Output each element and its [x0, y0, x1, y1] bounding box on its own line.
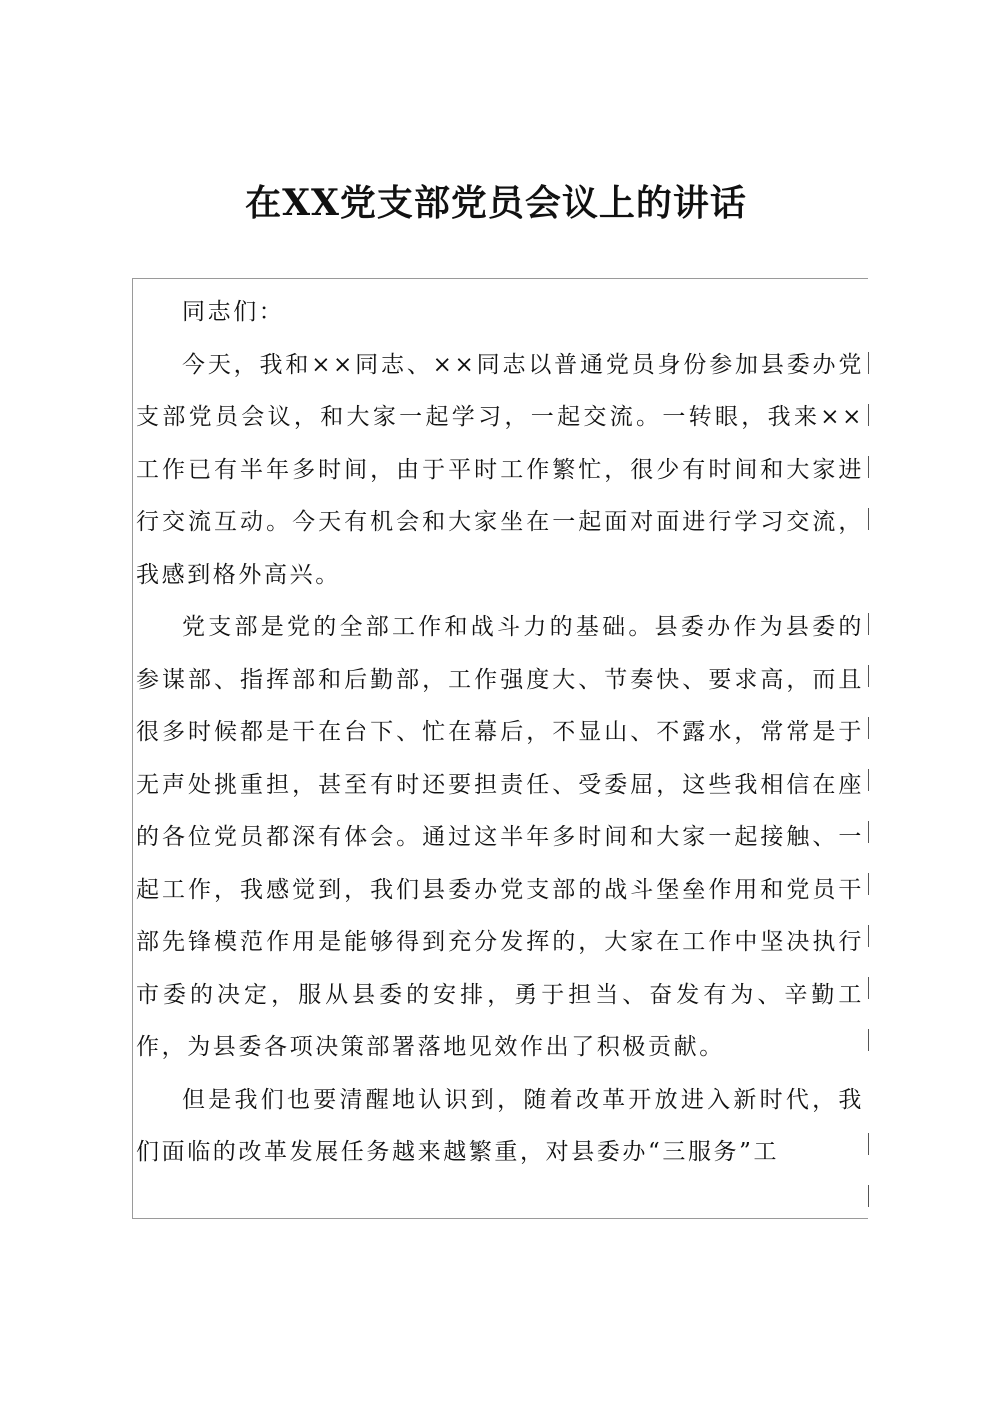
line-marker — [868, 925, 869, 947]
line-marker — [868, 352, 869, 374]
salutation: 同志们： — [182, 299, 285, 325]
line-marker — [868, 873, 869, 895]
line-marker — [868, 717, 869, 739]
line-marker — [868, 1029, 869, 1051]
line-marker — [868, 665, 869, 687]
line-marker — [868, 456, 869, 478]
line-marker — [868, 769, 869, 791]
line-marker — [868, 1133, 869, 1155]
line-marker — [868, 1185, 869, 1207]
line-marker — [868, 613, 869, 635]
paragraph-2: 党支部是党的全部工作和战斗力的基础。县委办作为县委的参谋部、指挥部和后勤部，工作强度大、节奏快、要求高，而且很多时候都是干在台下、忙在幕后，不显山、不露水，常常是于无声处挑重担，甚至有时还要担责任、受委屈，这些我相信在座的各位党员都深有体会。通过这半年多时间和大家一起接触、一起工作，我感觉到，我们县委办党支部的战斗堡垒作用和党员干部先锋模范作用是能够得到充分发挥的，大家在工作中坚决执行市委的决定，服从县委的安排，勇于担当、奋发有为、辛勤工作，为县委各项决策部署落地见效作出了积极贡献。 — [136, 614, 864, 1060]
document-title: 在XX党支部党员会议上的讲话 — [245, 182, 747, 224]
line-marker — [868, 977, 869, 999]
line-marker — [868, 508, 869, 530]
paragraph-1: 今天，我和××同志、××同志以普通党员身份参加县委办党支部党员会议，和大家一起学习，一起交流。一转眼，我来××工作已有半年多时间，由于平时工作繁忙，很少有时间和大家进行交流互动。今天有机会和大家坐在一起面对面进行学习交流，我感到格外高兴。 — [136, 351, 864, 588]
line-marker — [868, 821, 869, 843]
paragraph-3: 但是我们也要清醒地认识到，随着改革开放进入新时代，我们面临的改革发展任务越来越繁重，对县委办“三服务”工 — [136, 1086, 864, 1165]
line-marker — [868, 404, 869, 426]
document-body — [136, 286, 864, 1179]
